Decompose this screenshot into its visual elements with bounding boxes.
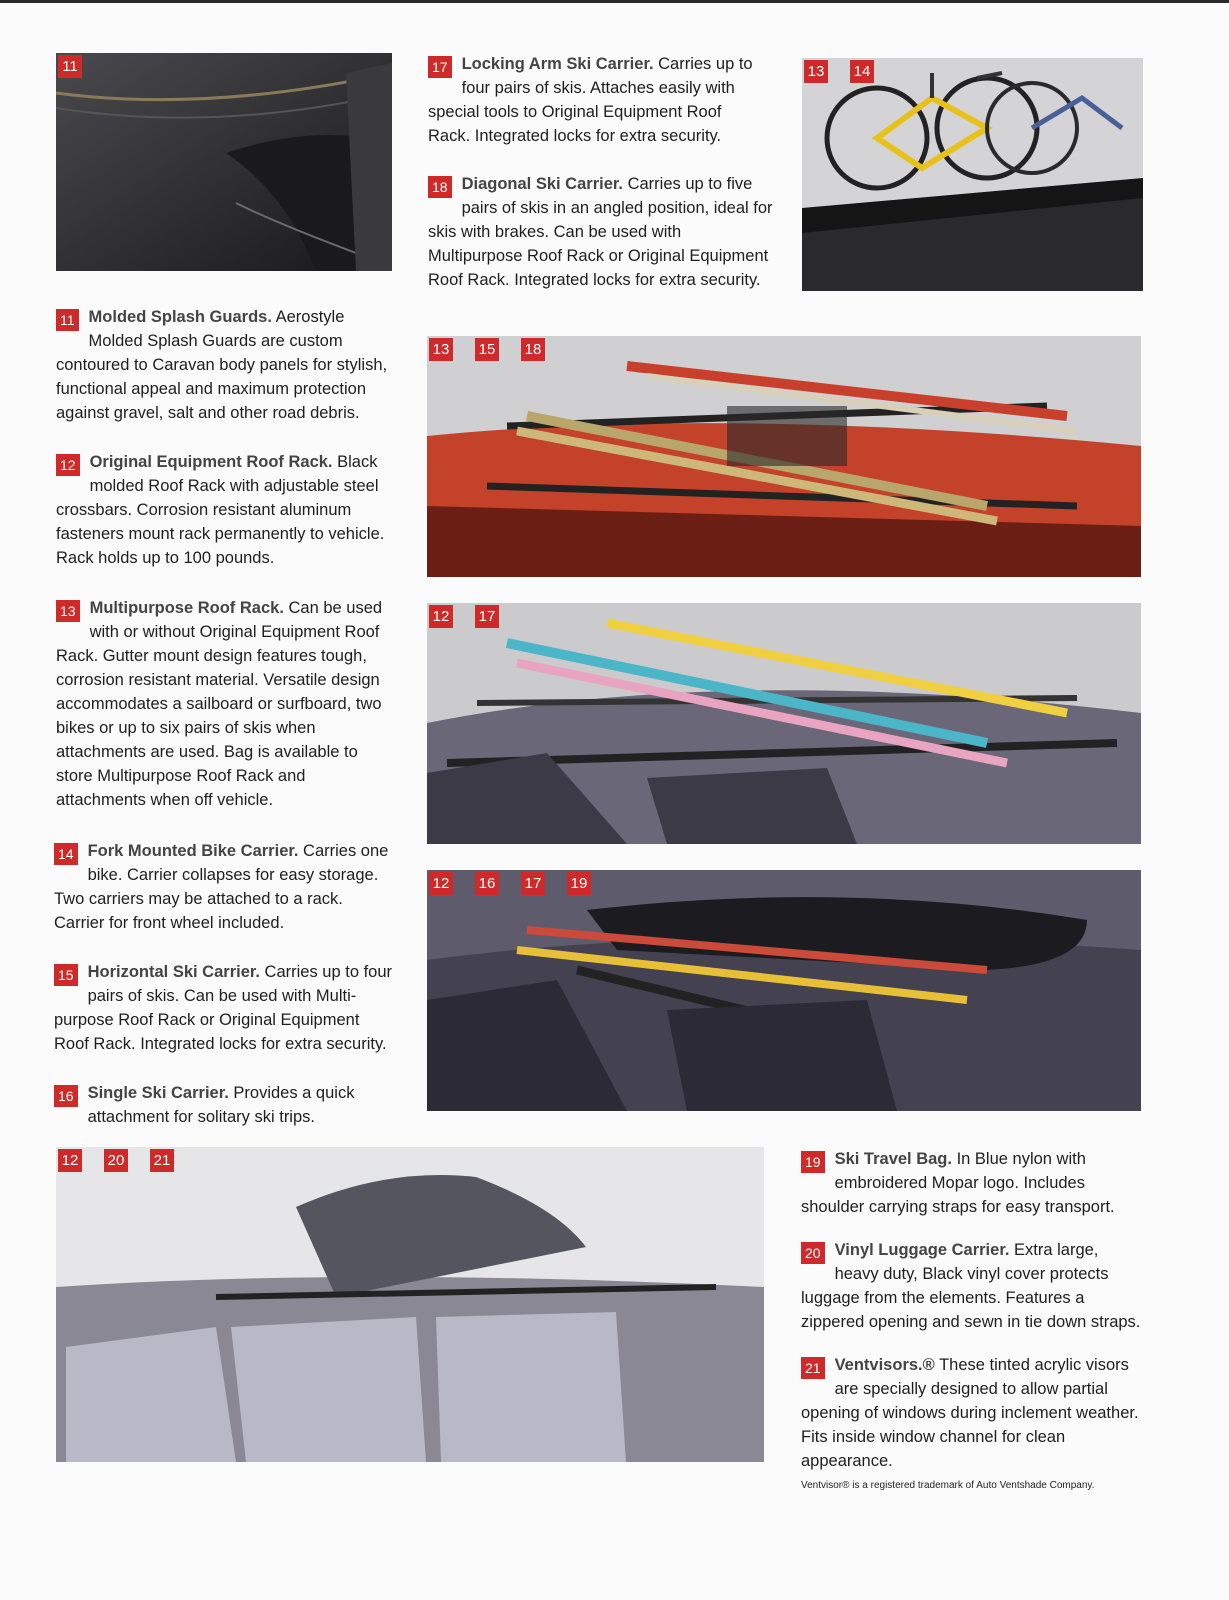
item-body: Aerostyle Molded Splash Guards are custom contoured to Caravan body panels for stylish, functional appeal and maximum protection against gravel, salt and other road debris. — [56, 308, 388, 422]
tag-badge: 11 — [58, 55, 82, 78]
item-11 — [56, 305, 396, 425]
item-body: In Blue nylon with embroidered Mopar logo. Includes shoulder carrying straps for easy transport. — [801, 1150, 1115, 1216]
item-body: Extra large, heavy duty, Black vinyl cover protects luggage from the elements. Features a zippered opening and sewn in tie down straps. — [801, 1241, 1141, 1331]
item-body: These tinted acrylic visors are specially designed to allow partial opening of windows during inclement weather. Fits inside window channel for clean appearance. — [801, 1356, 1139, 1470]
photo-tags — [429, 872, 613, 895]
item-number: 17 — [428, 56, 452, 78]
top-rule — [0, 0, 1229, 3]
bike-carrier-illustration — [802, 58, 1143, 291]
item-number: 11 — [56, 309, 79, 331]
item-heading: Single Ski Carrier. — [87, 1084, 229, 1102]
tag-badge: 19 — [567, 872, 591, 895]
tag-badge: 21 — [150, 1149, 174, 1172]
item-body: Provides a quick attachment for solitary ski trips. — [87, 1084, 355, 1126]
item-heading: Ventvisors.® — [834, 1356, 935, 1374]
item-number: 16 — [54, 1085, 78, 1107]
item-18 — [428, 172, 773, 292]
item-heading: Fork Mounted Bike Carrier. — [87, 842, 299, 860]
tag-badge: 14 — [850, 60, 874, 83]
photo-tags — [429, 605, 521, 628]
item-number: 19 — [801, 1151, 825, 1173]
item-body: Carries one bike. Carrier collapses for easy storage. Two carriers may be attached to a rack. Carrier for front wheel included. — [54, 842, 389, 932]
photo-vinyl-luggage-carrier — [56, 1147, 764, 1462]
gray-van-ski-illustration — [427, 603, 1141, 844]
item-body: Carries up to four pairs of skis. Can be used with Multi-purpose Roof Rack or Original Equipment Roof Rack. Integrated locks for extra security. — [54, 963, 393, 1053]
item-16 — [54, 1081, 384, 1129]
tag-badge: 13 — [429, 338, 453, 361]
item-body: Black molded Roof Rack with adjustable steel crossbars. Corrosion resistant aluminum fasteners mount rack permanently to vehicle. Rack holds up to 100 pounds. — [56, 453, 385, 567]
photo-splash-guard — [56, 53, 392, 271]
item-heading: Multipurpose Roof Rack. — [89, 599, 284, 617]
item-heading: Horizontal Ski Carrier. — [87, 963, 260, 981]
tag-badge: 16 — [475, 872, 499, 895]
tag-badge: 17 — [475, 605, 499, 628]
item-heading: Vinyl Luggage Carrier. — [834, 1241, 1010, 1259]
item-number: 18 — [428, 176, 452, 198]
tag-badge: 20 — [104, 1149, 128, 1172]
item-body: Carries up to five pairs of skis in an angled position, ideal for skis with brakes. Can be used with Multipurpose Roof Rack or Original Equipment Roof Rack. Integrated locks for extra security. — [428, 175, 773, 289]
item-17 — [428, 52, 768, 148]
tag-badge: 12 — [429, 605, 453, 628]
item-number: 20 — [801, 1242, 825, 1264]
item-number: 14 — [54, 843, 78, 865]
item-heading: Molded Splash Guards. — [88, 308, 272, 326]
item-number: 12 — [56, 454, 80, 476]
tag-badge: 18 — [521, 338, 545, 361]
item-heading: Diagonal Ski Carrier. — [461, 175, 623, 193]
item-number: 15 — [54, 964, 78, 986]
tag-badge: 17 — [521, 872, 545, 895]
photo-tags — [58, 55, 104, 78]
photo-horizontal-ski-carrier — [427, 336, 1141, 577]
item-heading: Locking Arm Ski Carrier. — [461, 55, 654, 73]
item-heading: Ski Travel Bag. — [834, 1150, 952, 1168]
photo-tags — [58, 1149, 196, 1172]
photo-locking-arm-ski-carrier — [427, 603, 1141, 844]
item-15 — [54, 960, 394, 1056]
item-body: Carries up to four pairs of skis. Attaches easily with special tools to Original Equipment Roof Rack. Integrated locks for extra security. — [428, 55, 753, 145]
bag-ski-illustration — [427, 870, 1141, 1111]
photo-tags — [429, 338, 567, 361]
item-20 — [801, 1238, 1146, 1334]
item-21 — [801, 1353, 1146, 1473]
tag-badge: 12 — [429, 872, 453, 895]
tag-badge: 13 — [804, 60, 828, 83]
tag-badge: 12 — [58, 1149, 82, 1172]
item-number: 21 — [801, 1357, 825, 1379]
red-van-ski-illustration — [427, 336, 1141, 577]
item-12 — [56, 450, 396, 570]
item-19 — [801, 1147, 1146, 1219]
luggage-carrier-illustration — [56, 1147, 764, 1462]
photo-tags — [804, 60, 896, 83]
item-heading: Original Equipment Roof Rack. — [89, 453, 333, 471]
tag-badge: 15 — [475, 338, 499, 361]
splash-guard-illustration — [56, 53, 392, 271]
item-13 — [56, 596, 386, 812]
item-number: 13 — [56, 600, 80, 622]
trademark-footnote: Ventvisor® is a registered trademark of Auto Ventshade Company. — [801, 1480, 1095, 1491]
photo-ski-travel-bag — [427, 870, 1141, 1111]
item-14 — [54, 839, 394, 935]
photo-bike-carrier — [802, 58, 1143, 291]
item-body: Can be used with or without Original Equipment Roof Rack. Gutter mount design features tough, corrosion resistant material. Versatile design accommodates a sailboard or surfboard, two bikes or up to six pairs of skis when attachments are used. Bag is available to store Multipurpose Roof Rack and attachments when off vehicle. — [56, 599, 383, 809]
